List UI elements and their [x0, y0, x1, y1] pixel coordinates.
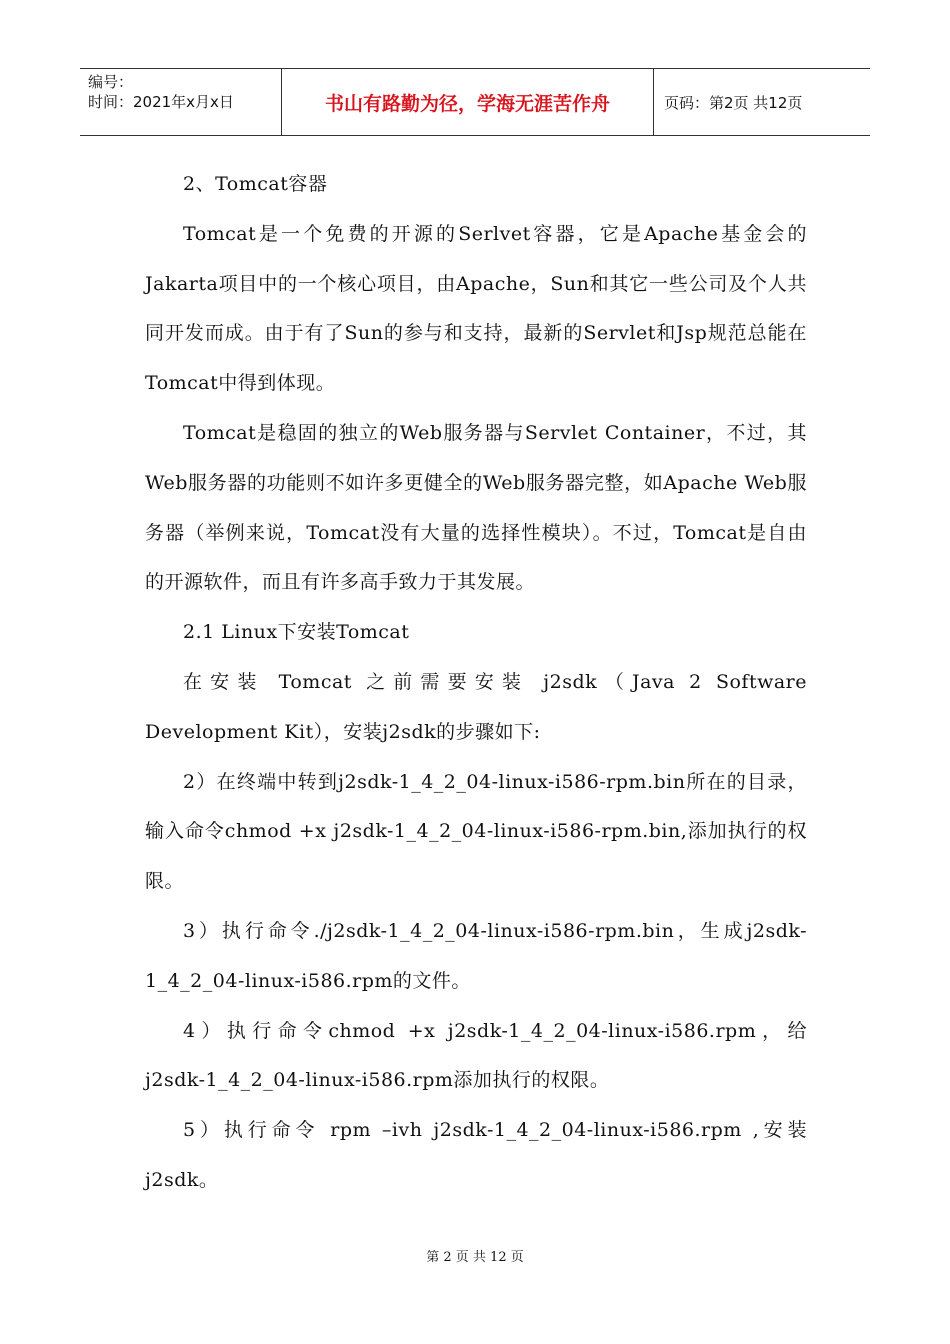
page-footer: 第 2 页 共 12 页 — [426, 1250, 524, 1265]
number-label: 编号： — [88, 73, 134, 91]
time-label: 时间：2021年x月x日 — [88, 93, 234, 111]
step-item: 3）执行命令./j2sdk-1_4_2_04-linux-i586-rpm.bin，生成j2sdk-1_4_2_04-linux-i586.rpm的文件。 — [145, 919, 807, 992]
step-item: 5）执行命令 rpm –ivh j2sdk-1_4_2_04-linux-i586.rpm ,安装j2sdk。 — [145, 1119, 807, 1191]
paragraph: Tomcat是稳固的独立的Web服务器与Servlet Container，不过，其Web服务器的功能则不如许多更健全的Web服务器完整，如Apache Web服务器（举例来说，Tomcat没有大量的选择性模块）。不过，Tomcat是自由的开源软件，而且有许多高手致力于其发展。 — [145, 421, 807, 594]
paragraph: Tomcat是一个免费的开源的Serlvet容器，它是Apache基金会的Jakarta项目中的一个核心项目，由Apache，Sun和其它一些公司及个人共同开发而成。由于有了Sun的参与和支持，最新的Servlet和Jsp规范总能在Tomcat中得到体现。 — [145, 222, 807, 395]
header-motto: 书山有路勤为径，学海无涯苦作舟 — [282, 69, 654, 135]
document-body — [145, 160, 807, 1206]
step-item: 4）执行命令chmod +x j2sdk-1_4_2_04-linux-i586.rpm，给j2sdk-1_4_2_04-linux-i586.rpm添加执行的权限。 — [145, 1019, 807, 1092]
paragraph: 在安装 Tomcat 之前需要安装 j2sdk（Java 2 Software Development Kit），安装j2sdk的步骤如下: — [145, 670, 807, 743]
header-page-label: 页码：第2页 共12页 — [664, 93, 803, 112]
header-meta — [80, 69, 282, 135]
page-header — [80, 68, 870, 136]
section-heading: 2、Tomcat容器 — [183, 173, 328, 195]
step-item: 2）在终端中转到j2sdk-1_4_2_04-linux-i586-rpm.bin所在的目录，输入命令chmod +x j2sdk-1_4_2_04-linux-i586-rpm.bin,添加执行的权限。 — [145, 770, 807, 893]
subsection-heading: 2.1 Linux下安装Tomcat — [183, 621, 410, 644]
